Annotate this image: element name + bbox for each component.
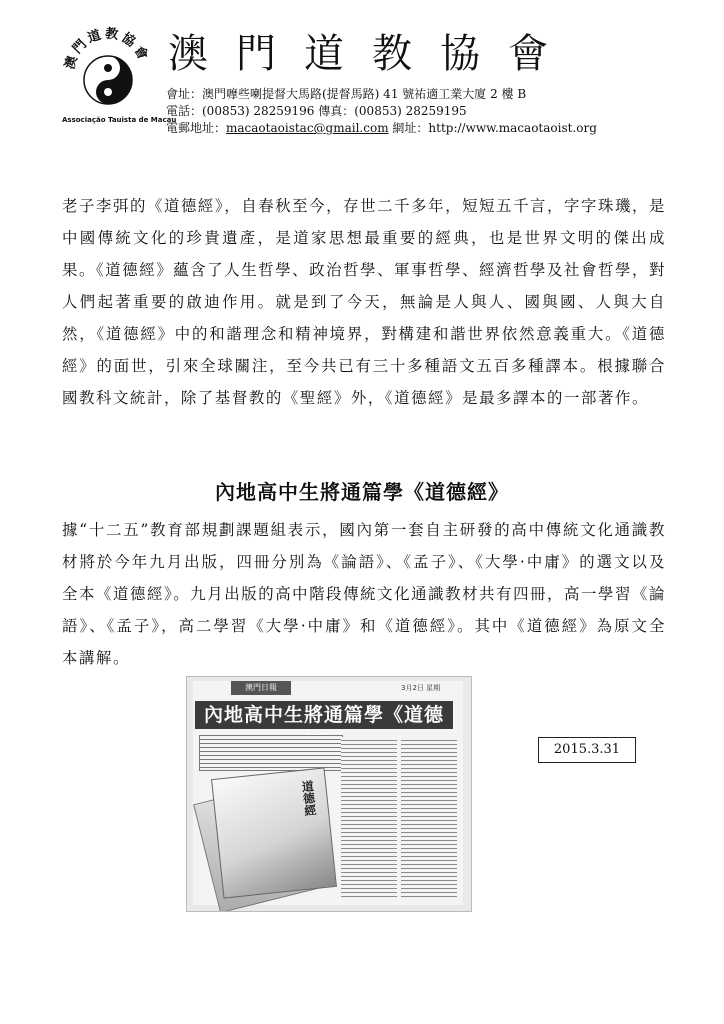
article-body: 據“十二五”教育部規劃課題組表示，國內第一套自主研發的高中傳統文化通識教材將於今年九月出版，四冊分別為《論語》、《孟子》、《大學·中庸》的選文以及全本《道德經》。九月出版的高中階段傳統文化通識教材共有四冊，高一學習《論語》、《孟子》，高二學習《大學·中庸》和《道德經》。其中《道德經》為原文全本講解。 [62,521,666,667]
taiji-logo [60,20,156,130]
book-cover-image [211,767,337,898]
clipping-lead-box [199,735,343,771]
logo-caption: Associação Tauista de Macau [62,116,177,124]
clipping-text-column [341,737,397,897]
address-line: 會址：澳門嚤些喇提督大馬路(提督馬路) 41 號祐適工業大廈 2 樓 B [166,87,527,101]
email-label: 電郵地址： [166,121,227,135]
clipping-date: 3月2日 星期 [401,684,441,692]
logo-ring-text: 澳門道教協會 [62,26,152,71]
date-stamp: 2015.3.31 [538,737,636,763]
clipping-masthead: 澳門日報 [231,681,291,695]
clipping-headline: 內地高中生將通篇學《道德 [195,701,453,729]
contact-block [166,86,597,137]
org-title: 澳門道教協會 [168,31,576,77]
website-text: 網址：http://www.macaotaoist.org [392,121,597,135]
phone-fax-line: 電話：(00853) 28259196 傳真：(00853) 28259195 [166,104,467,118]
intro-paragraph: 老子李弭的《道德經》，自春秋至今，存世二千多年，短短五千言，字字珠璣，是中國傳統文化的珍貴遺產，是道家思想最重要的經典，也是世界文明的傑出成果。《道德經》蘊含了人生哲學、政治哲學、軍事哲學、經濟哲學及社會哲學，對人們起著重要的啟迪作用。就是到了今天，無論是人與人、國與國、人與大自然，《道德經》中的和諧理念和精神境界，對構建和諧世界依然意義重大。《道德經》的面世，引來全球關注，至今共已有三十多種語文五百多種譯本。根據聯合國教科文統計，除了基督教的《聖經》外，《道德經》是最多譯本的一部著作。 [62,197,666,407]
book-cover-title: 道德經 [299,779,318,817]
newspaper-clipping [186,676,472,912]
clipping-text-column [401,737,457,897]
email-website-line [166,120,597,137]
email-link[interactable]: macaotaoistac@gmail.com [226,121,389,135]
yin-yang-icon [84,56,132,104]
article-heading: 內地高中生將通篇學《道德經》 [215,480,509,504]
